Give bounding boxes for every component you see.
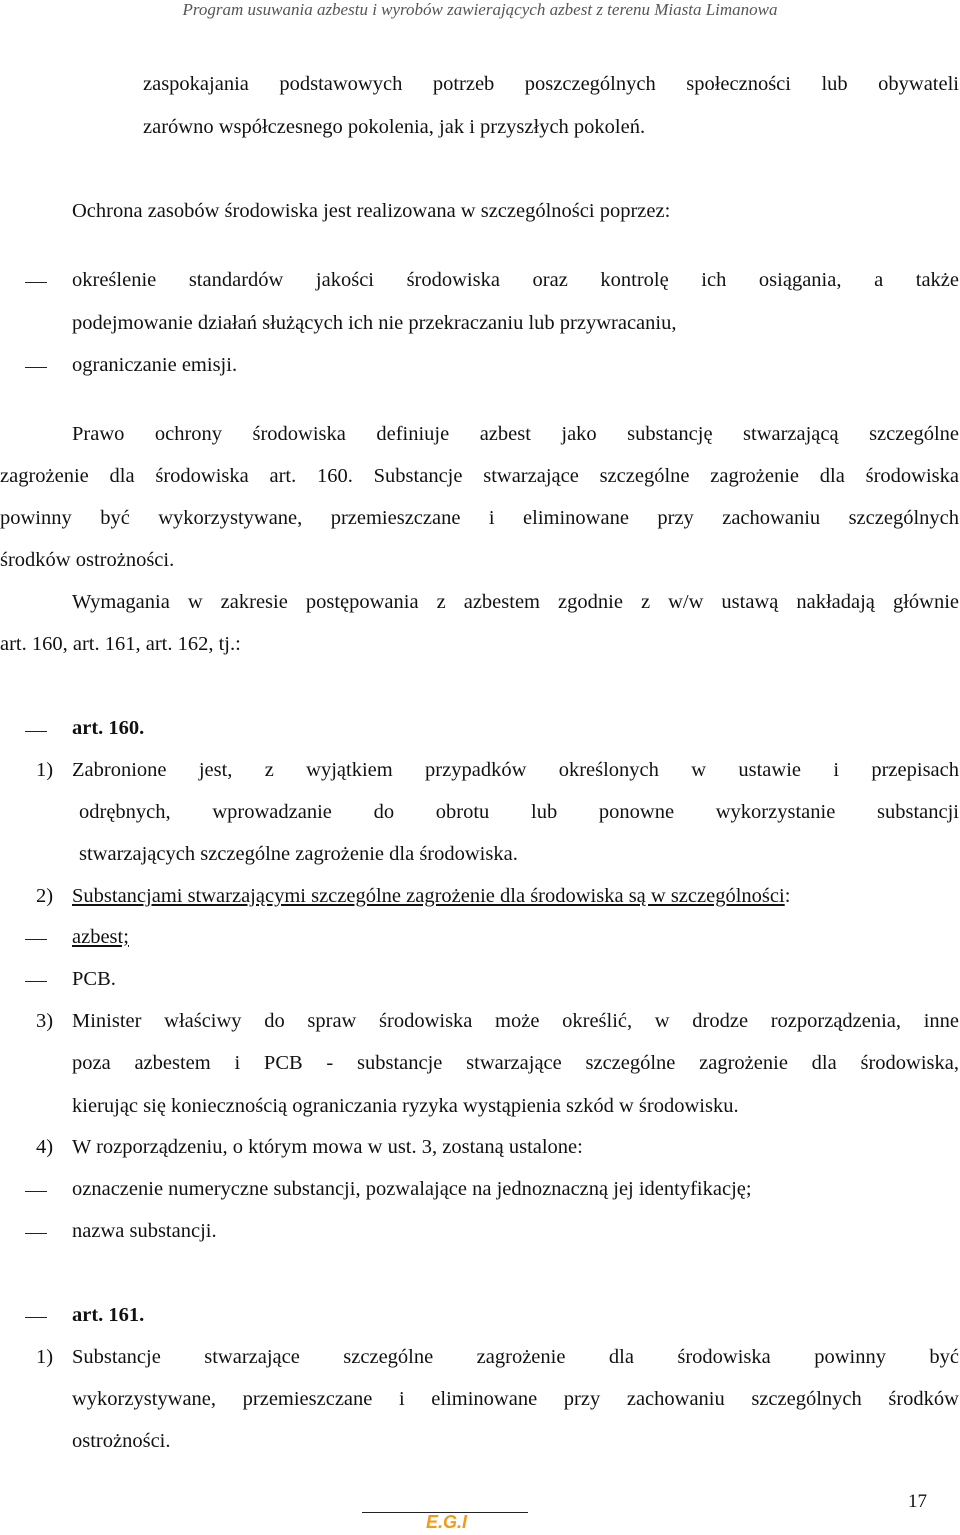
sub-item: PCB. [72, 968, 116, 990]
item-line: W rozporządzeniu, o którym mowa w ust. 3, zostaną ustalone: [72, 1136, 583, 1158]
text-line: art. 160, art. 161, art. 162, tj.: [0, 633, 241, 655]
dash-bullet [25, 939, 47, 940]
dash-bullet [25, 731, 47, 732]
running-header: Program usuwania azbestu i wyrobów zawierających azbest z terenu Miasta Limanowa [182, 0, 778, 19]
underlined-text: Substancjami stwarzającymi szczególne zagrożenie dla środowiska są w szczególności [72, 885, 785, 907]
item-line: Substancje stwarzające szczególne zagrożenie dla środowiska powinny być [72, 1346, 959, 1368]
page-number: 17 [908, 1491, 927, 1512]
text-line: zagrożenie dla środowiska art. 160. Substancje stwarzające szczególne zagrożenie dla środowiska [0, 465, 959, 487]
item-number: 4) [36, 1136, 54, 1158]
text-line: środków ostrożności. [0, 549, 175, 571]
item-line: poza azbestem i PCB - substancje stwarzające szczególne zagrożenie dla środowiska, [72, 1052, 959, 1074]
list-item-line: ograniczanie emisji. [72, 354, 238, 376]
footer-logo: E.G.I [426, 1512, 468, 1532]
text-line: Prawo ochrony środowiska definiuje azbest jako substancję stwarzającą szczególne [72, 423, 959, 445]
dash-bullet [25, 981, 47, 982]
item-line: odrębnych, wprowadzanie do obrotu lub ponowne wykorzystanie substancji [79, 801, 959, 823]
article-title: art. 160. [72, 717, 145, 739]
dash-bullet [25, 282, 47, 283]
text-line: zarówno współczesnego pokolenia, jak i przyszłych pokoleń. [143, 116, 646, 138]
list-item-line: określenie standardów jakości środowiska oraz kontrolę ich osiągania, a także [72, 269, 959, 291]
colon: : [784, 885, 791, 907]
item-line: kierując się koniecznością ograniczania ryzyka wystąpienia szkód w środowisku. [72, 1095, 739, 1117]
text-line: zaspokajania podstawowych potrzeb poszczególnych społeczności lub obywateli [143, 73, 959, 95]
item-number: 1) [36, 1346, 54, 1368]
item-line: ostrożności. [72, 1430, 171, 1452]
article-title: art. 161. [72, 1304, 145, 1326]
dash-bullet [25, 1191, 47, 1192]
list-item-line: podejmowanie działań służących ich nie przekraczaniu lub przywracaniu, [72, 312, 677, 334]
sub-item: oznaczenie numeryczne substancji, pozwalające na jednoznaczną jej identyfikację; [72, 1178, 752, 1200]
item-line [72, 884, 790, 908]
text-line: powinny być wykorzystywane, przemieszczane i eliminowane przy zachowaniu szczególnych [0, 507, 959, 529]
item-number: 2) [36, 885, 54, 907]
item-line: stwarzających szczególne zagrożenie dla środowiska. [79, 843, 518, 865]
dash-bullet [25, 1233, 47, 1234]
sub-item: nazwa substancji. [72, 1220, 217, 1242]
item-number: 3) [36, 1010, 54, 1032]
item-line: wykorzystywane, przemieszczane i eliminowane przy zachowaniu szczególnych środków [72, 1388, 959, 1410]
text-line: Ochrona zasobów środowiska jest realizowana w szczególności poprzez: [72, 200, 671, 222]
item-line: Minister właściwy do spraw środowiska może określić, w drodze rozporządzenia, inne [72, 1010, 959, 1032]
dash-bullet [25, 1317, 47, 1318]
item-line: Zabronione jest, z wyjątkiem przypadków określonych w ustawie i przepisach [72, 759, 959, 781]
text-line: Wymagania w zakresie postępowania z azbestem zgodnie z w/w ustawą nakładają głównie [72, 591, 959, 613]
dash-bullet [25, 367, 47, 368]
sub-item: azbest; [72, 926, 129, 948]
item-number: 1) [36, 759, 54, 781]
